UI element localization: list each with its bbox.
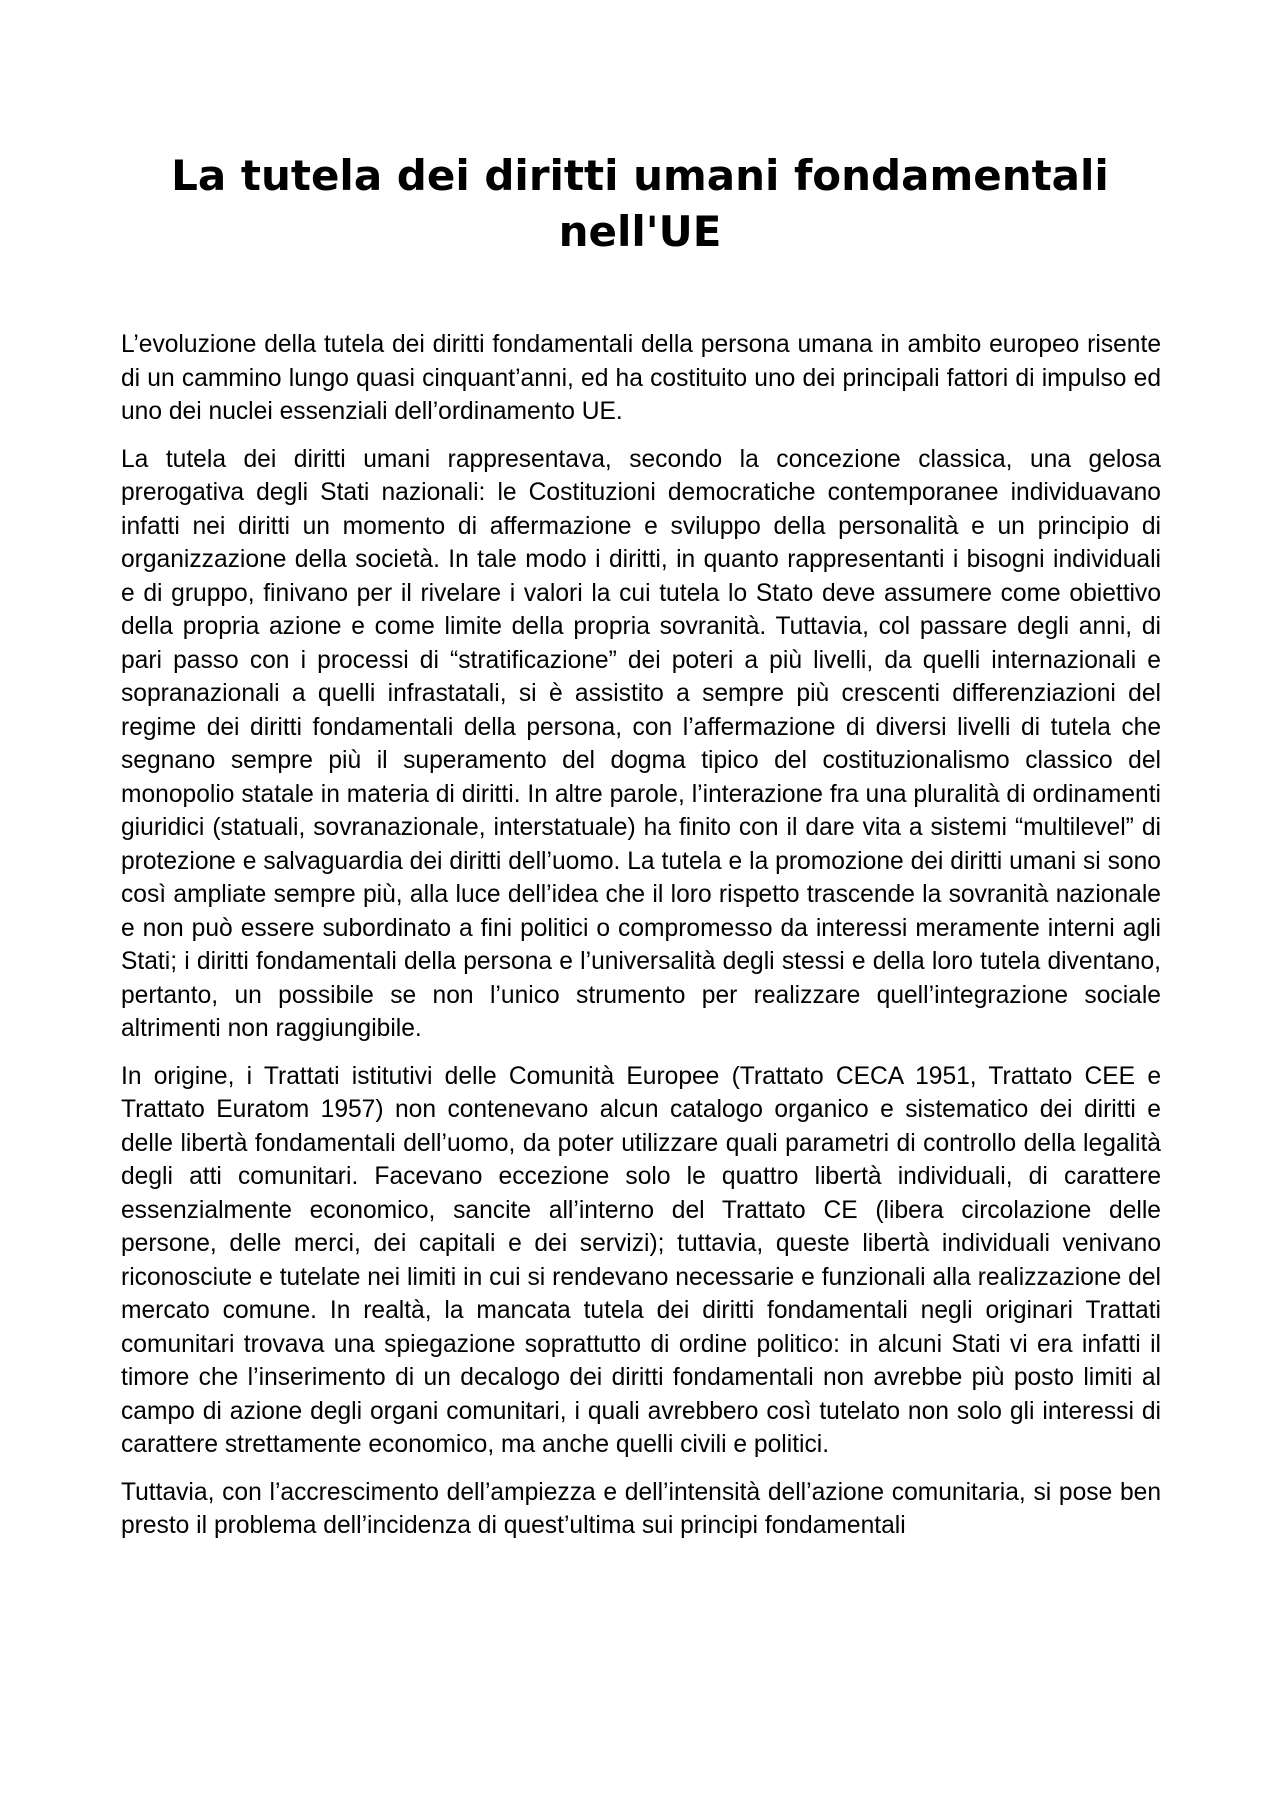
document-title: La tutela dei diritti umani fondamentali nell'UE bbox=[171, 151, 1109, 256]
paragraph-3: In origine, i Trattati istitutivi delle Comunità Europee (Trattato CECA 1951, Trattato CEE e Trattato Euratom 1957) non contenevano alcun catalogo organico e sistematico dei diritti e delle libertà fondamentali dell’uomo, da poter utilizzare quali parametri di controllo della legalità degli atti comunitari. Facevano eccezione solo le quattro libertà individuali, di carattere essenzialmente economico, sancite all’interno del Trattato CE (libera circolazione delle persone, delle merci, dei capitali e dei servizi); tuttavia, queste libertà individuali venivano riconosciute e tutelate nei limiti in cui si rendevano necessarie e funzionali alla realizzazione del mercato comune. In realtà, la mancata tutela dei diritti fondamentali negli originari Trattati comunitari trovava una spiegazione soprattutto di ordine politico: in alcuni Stati vi era infatti il timore che l’inserimento di un decalogo dei diritti fondamentali non avrebbe più posto limiti al campo di azione degli organi comunitari, i quali avrebbero così tutelato non solo gli interessi di carattere strettamente economico, ma anche quelli civili e politici. bbox=[121, 1062, 1161, 1458]
document-body bbox=[121, 328, 1161, 1557]
paragraph-4: Tuttavia, con l’accrescimento dell’ampiezza e dell’intensità dell’azione comunitaria, si pose ben presto il problema dell’incidenza di quest’ultima sui principi fondamentali bbox=[121, 1478, 1161, 1539]
paragraph-1: L’evoluzione della tutela dei diritti fondamentali della persona umana in ambito europeo risente di un cammino lungo quasi cinquant’anni, ed ha costituito uno dei principali fattori di impulso ed uno dei nuclei essenziali dell’ordinamento UE. bbox=[121, 331, 1161, 425]
paragraph-2: La tutela dei diritti umani rappresentava, secondo la concezione classica, una gelosa prerogativa degli Stati nazionali: le Costituzioni democratiche contemporanee individuavano infatti nei diritti un momento di affermazione e sviluppo della personalità e un principio di organizzazione della società. In tale modo i diritti, in quanto rappresentanti i bisogni individuali e di gruppo, finivano per il rivelare i valori la cui tutela lo Stato deve assumere come obiettivo della propria azione e come limite della propria sovranità. Tuttavia, col passare degli anni, di pari passo con i processi di “stratificazione” dei poteri a più livelli, da quelli internazionali e sopranazionali a quelli infrastatali, si è assistito a sempre più crescenti differenziazioni del regime dei diritti fondamentali della persona, con l’affermazione di diversi livelli di tutela che segnano sempre più il superamento del dogma tipico del costituzionalismo classico del monopolio statale in materia di diritti. In altre parole, l’interazione fra una pluralità di ordinamenti giuridici (statuali, sovranazionale, interstatuale) ha finito con il dare vita a sistemi “multilevel” di protezione e salvaguardia dei diritti dell’uomo. La tutela e la promozione dei diritti umani si sono così ampliate sempre più, alla luce dell’idea che il loro rispetto trascende la sovranità nazionale e non può essere subordinato a fini politici o compromesso da interessi meramente interni agli Stati; i diritti fondamentali della persona e l’universalità degli stessi e della loro tutela diventano, pertanto, un possibile se non l’unico strumento per realizzare quell’integrazione sociale altrimenti non raggiungibile. bbox=[121, 445, 1161, 1042]
